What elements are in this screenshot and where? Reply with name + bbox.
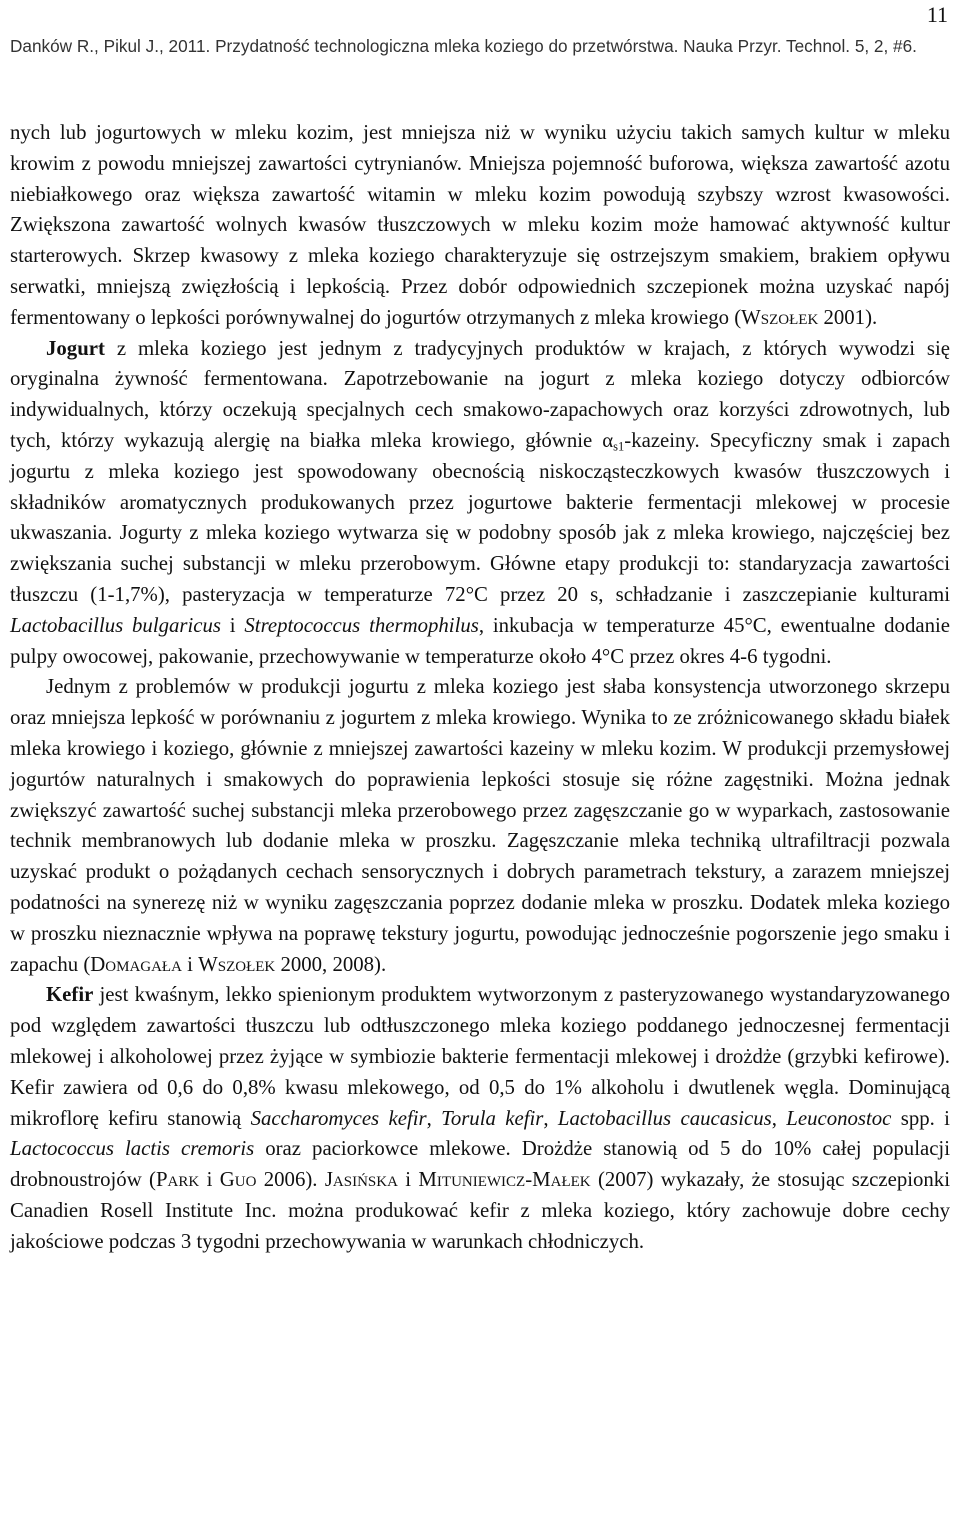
author-name: Domagała xyxy=(90,952,182,976)
species-name: Lactococcus lactis cremoris xyxy=(10,1137,255,1161)
author-name: Jasińska xyxy=(324,1168,398,1192)
citation-header: Danków R., Pikul J., 2011. Przydatność technologiczna mleka koziego do przetwórstwa. Nauka Przyr. Technol. 5, 2, #6. xyxy=(10,36,917,56)
text: spp. i xyxy=(891,1106,950,1130)
text: , xyxy=(771,1106,787,1130)
author-name: Mituniewicz-Małek xyxy=(418,1168,591,1192)
paragraph-yogurt-problems xyxy=(10,672,950,980)
text: jest kwaśnym, lekko spienionym produktem wytworzonym z pasteryzowanego wystandaryzowanego pod względem zawartości tłuszczu lub odtłuszczonego mleka koziego poddanego jednoczesnej fermentacji mlekowej i alkoholowej przez żyjące w symbiozie bakterie fermentacji mlekowej i drożdże (grzybki kefirowe). Kefir zawiera od 0,6 do 0,8% kwasu mlekowego, od 0,5 do 1% alkoholu i dwutlenek węgla. Dominującą mikroflorę kefiru stanowią xyxy=(10,983,950,1130)
text: , xyxy=(426,1106,442,1130)
text: , inkubacja w temperaturze 45°C, ewentualne dodanie pulpy owocowej, pakowanie, przechowywanie w temperaturze około 4°C przez okres 4-6 tygodni. xyxy=(10,613,950,668)
text: i xyxy=(397,1168,419,1192)
text: 2001). xyxy=(818,305,878,329)
text: , xyxy=(543,1106,558,1130)
text: nych lub jogurtowych w mleku kozim, jest mniejsza niż w wyniku użyciu takich samych kultur w mleku krowim z powodu mniejszej zawartości cytrynianów. Mniejsza pojemność buforowa, większa zawartość azotu niebiałkowego oraz większa zawartość witamin w mleku kozim powodują szybszy wzrost kwasowości. Zwiększona zawartość wolnych kwasów tłuszczowych w mleku kozim może hamować aktywność kultur starterowych. Skrzep kwasowy z mleka koziego charakteryzuje się ostrzejszym smakiem, brakiem opływu serwatki, mniejszą zwięzłością i lepkością. Przez dobór odpowiednich szczepionek można uzyskać napój fermentowany o lepkości porównywalnej do jogurtów otrzymanych z mleka krowiego ( xyxy=(10,121,950,329)
species-name: Lactobacillus caucasicus xyxy=(557,1106,772,1130)
term-kefir: Kefir xyxy=(46,983,94,1007)
paragraph-kefir xyxy=(10,980,950,1257)
text: i xyxy=(199,1168,220,1192)
page-number: 11 xyxy=(926,2,948,27)
author-name: Wszołek xyxy=(741,305,819,329)
paragraph-yogurt xyxy=(10,334,950,673)
text: i xyxy=(181,952,199,976)
text: i xyxy=(221,613,245,637)
text: -kazeiny. Specyficzny smak i zapach jogurtu z mleka koziego jest spowodowany obecnością niskocząsteczkowych kwasów tłuszczowych i składników aromatycznych produkowanych przez jogurtowe bakterie fermentacji mlekowej w procesie ukwaszania. Jogurty z mleka koziego wytwarza się w podobny sposób jak z mleka krowiego, najczęściej bez zwiększania suchej substancji w mleku przerobowym. Główne etapy produkcji to: standaryzacja zawartości tłuszczu (1-1,7%), pasteryzacja w temperaturze 72°C przez 20 s, schładzanie i zaszczepianie kulturami xyxy=(10,428,950,606)
term-yogurt: Jogurt xyxy=(46,336,105,360)
species-name: Torula kefir xyxy=(441,1106,544,1130)
author-name: Park xyxy=(155,1168,200,1192)
article-body xyxy=(10,118,950,1257)
text: z mleka koziego jest jednym z tradycyjnych produktów w krajach, z których wywodzi się oryginalna żywność fermentowana. Zapotrzebowanie na jogurt z mleka koziego dotyczy odbiorców indywidualnych, którzy oczekują specjalnych cech smakowo-zapachowych oraz korzyści zdrowotnych, lub tych, którzy wykazują alergię na białka mleka krowiego, głównie α xyxy=(10,336,950,452)
paragraph-cultures xyxy=(10,118,950,334)
species-name: Streptococcus thermophilus xyxy=(244,613,479,637)
text: 2000, 2008). xyxy=(275,952,387,976)
species-name: Saccharomyces kefir xyxy=(250,1106,427,1130)
subscript: s1 xyxy=(613,439,625,454)
author-name: Wszołek xyxy=(198,952,276,976)
text: (2007) wykazały, że stosując szczepionki Canadien Rosell Institute Inc. można produkować kefir z mleka koziego, który zachowuje dobre cechy jakościowe podczas 3 tygodni przechowywania w warunkach chłodniczych. xyxy=(10,1168,950,1253)
species-name: Lactobacillus bulgaricus xyxy=(10,613,221,637)
text: Jednym z problemów w produkcji jogurtu z mleka koziego jest słaba konsystencja utworzonego skrzepu oraz mniejsza lepkość w porównaniu z jogurtem z mleka krowiego. Wynika to ze zróżnicowanego składu białek mleka krowiego i koziego, głównie z mniejszej zawartości kazeiny w mleku kozim. W produkcji przemysłowej jogurtów naturalnych i smakowych do poprawienia lepkości stosuje się różne zagęstniki. Można jednak zwiększyć zawartość suchej substancji mleka przerobowego przez zagęszczanie go w wyparkach, zastosowanie technik membranowych lub dodanie mleka w proszku. Zagęszczanie mleka techniką ultrafiltracji pozwala uzyskać produkt o pożądanych cechach sensorycznych i dobrych parametrach tekstury, a zarazem mniejszej podatności na synerezę niż w wyniku zagęszczania poprzez dodanie mleka w proszku. Dodatek mleka koziego w proszku nieznacznie wpływa na poprawę tekstury jogurtu, powodując jednocześnie pogorszenie jego smaku i zapachu ( xyxy=(10,675,950,976)
text: oraz paciorkowce mlekowe. Drożdże stanowią od 5 do 10% całej populacji drobnoustrojów ( xyxy=(10,1137,950,1192)
text: 2006). xyxy=(256,1168,325,1192)
author-name: Guo xyxy=(219,1168,257,1192)
species-name: Leuconostoc xyxy=(786,1106,892,1130)
